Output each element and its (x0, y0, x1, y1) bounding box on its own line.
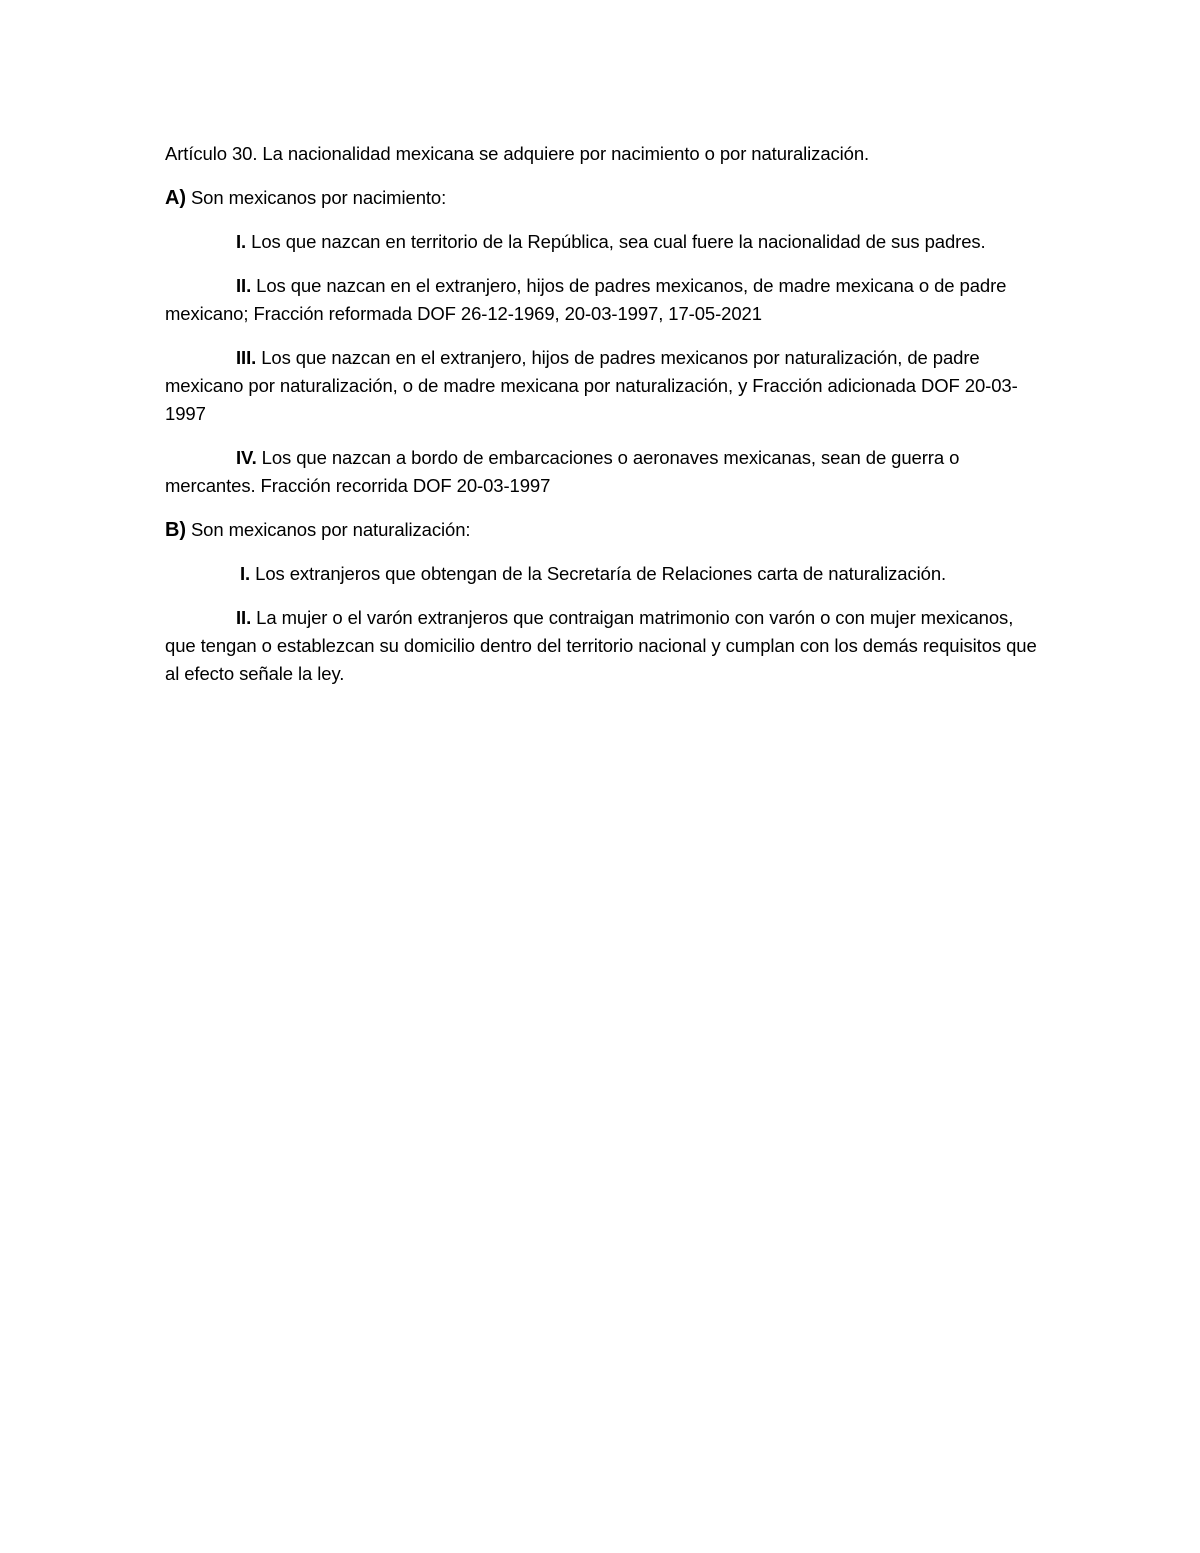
section-b-title: Son mexicanos por naturalización: (185, 519, 471, 540)
section-b-fraction-2 (165, 604, 1045, 688)
fraction-text: Los que nazcan a bordo de embarcaciones o aeronaves mexicanas, sean de guerra o mercantes. Fracción recorrida DOF 20-03-1997 (165, 447, 960, 496)
fraction-label: II. (236, 607, 252, 628)
section-a-title: Son mexicanos por nacimiento: (185, 187, 447, 208)
section-b-fraction-1 (165, 560, 1045, 588)
section-a-fraction-4 (165, 444, 1045, 500)
section-a-fraction-3 (165, 344, 1045, 428)
fraction-label: IV. (236, 447, 257, 468)
fraction-text: Los que nazcan en el extranjero, hijos de padres mexicanos, de madre mexicana o de padre mexicano; Fracción reformada DOF 26-12-1969, 20-03-1997, 17-05-2021 (165, 275, 1007, 324)
section-a-fraction-1 (165, 228, 1045, 256)
fraction-text: Los que nazcan en el extranjero, hijos de padres mexicanos por naturalización, de padre mexicano por naturalización, o de madre mexicana por naturalización, y Fracción adicionada DOF 20-03-1997 (165, 347, 1018, 424)
fraction-text: La mujer o el varón extranjeros que contraigan matrimonio con varón o con mujer mexicanos, que tengan o establezcan su domicilio dentro del territorio nacional y cumplan con los demás requisitos que al efecto señale la ley. (165, 607, 1037, 684)
article-text (165, 140, 1045, 704)
section-a-letter: A) (165, 187, 186, 209)
fraction-label: I. (236, 231, 247, 252)
section-b-heading (165, 516, 1045, 544)
article-intro: Artículo 30. La nacionalidad mexicana se adquiere por nacimiento o por naturalización. (165, 143, 870, 164)
fraction-text: Los extranjeros que obtengan de la Secretaría de Relaciones carta de naturalización. (250, 563, 947, 584)
fraction-label: I. (240, 563, 251, 584)
fraction-label: II. (236, 275, 252, 296)
section-b-letter: B) (165, 519, 186, 541)
fraction-text: Los que nazcan en territorio de la República, sea cual fuere la nacionalidad de sus padres. (246, 231, 986, 252)
section-a-heading (165, 184, 1045, 212)
fraction-label: III. (236, 347, 257, 368)
section-a-fraction-2 (165, 272, 1045, 328)
